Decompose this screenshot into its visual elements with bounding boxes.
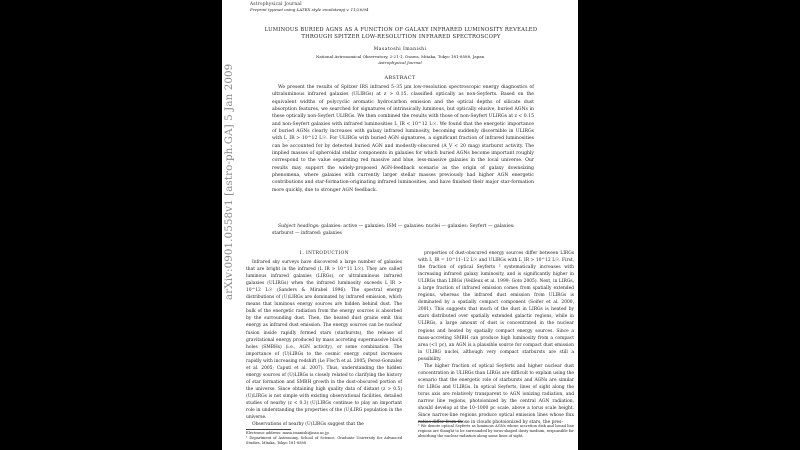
- subject-headings-label: Subject headings:: [278, 224, 320, 229]
- abstract-heading: ABSTRACT: [384, 75, 416, 81]
- preprint-note: Preprint typeset using LATEX style emulateapj v. 11/26/04: [250, 7, 369, 12]
- subject-headings-text: galaxies: active — galaxies: ISM — galaxies: nuclei — galaxies: Seyfert — galaxies: starburst — infrared: galaxies: [272, 224, 515, 237]
- paragraph: The higher fraction of optical Seyferts and higher nuclear dust concentration in ULIRGs than LIRGs are difficult to explain using the scenario that the energetic role of starbursts and AGNs are similar for LIRGs and ULIRGs. In optical Seyferts, lines of sight along the torus axis are relatively transparent to AGN ionizing radiation, and narrow line regions, photoionized by the central AGN radiation, should develop at the 10–1000 pc scale, above a torus scale height. Since narrow-line regions produce optical emission lines whose flux ratios differ from those in clouds photoionized by stars, the pres-: [418, 363, 574, 426]
- author-name: Masatoshi Imanishi: [373, 47, 427, 52]
- author-affiliation: National Astronomical Observatory, 2-21-1, Osawa, Mitaka, Tokyo 181-8588, Japan: [315, 54, 485, 59]
- abstract-text: We present the results of Spitzer IRS infrared 5–35 μm low-resolution spectroscopic energy diagnostics of ultraluminous infrared galaxies (ULIRGs) at z > 0.15, classified optically as non-Seyferts. Based on the equivalent widths of polycyclic aromatic hydrocarbon emission and the optical depths of silicate dust absorption features, we searched for signatures of intrinsically luminous, but optically elusive, buried AGNs in these optically non-Seyfert ULIRGs. We then combined the results with those of non-Seyfert ULIRGs at z < 0.15 and non-Seyfert galaxies with infrared luminosities L_IR < 10^12 L☉. We found that the energetic importance of buried AGNs clearly increases with galaxy infrared luminosity, becoming suddenly discernible in ULIRGs with L_IR > 10^12 L☉. For ULIRGs with buried AGN signatures, a significant fraction of infrared luminosities can be accounted for by detected buried AGN and modestly-obscured (A_V < 20 mag) starburst activity. The implied masses of spheroidal stellar components in galaxies for which buried AGNs become important roughly correspond to the value separating red massive and blue, less-massive galaxies in the local universe. Our results may support the widely-proposed AGN-feedback scenario as the origin of galaxy downsizing phenomena, where galaxies with currently larger stellar masses previously had higher AGN energetic contributions and star-formation-originating infrared luminosities, and have finished their major star-formation more quickly, due to stronger AGN feedback.: [272, 85, 534, 193]
- paragraph: Infrared sky surveys have discovered a large number of galaxies that are bright in the infrared (L_IR > 10^11 L☉). They are called luminous infrared galaxies (LIRGs), or ultraluminous infrared galaxies (ULIRGs) when the infrared luminosity exceeds L_IR > 10^12 L☉ (Sanders & Mirabel 1996). The spectral energy distributions of (U)LIRGs are dominated by infrared emission, which means that luminous energy sources are hidden behind dust. The bulk of the energetic radiation from the energy sources is absorbed by the surrounding dust. Then, the heated dust grains emit this energy as infrared dust emission. The energy sources can be nuclear fusion inside rapidly formed stars (starbursts), the release of gravitational energy produced by mass accreting supermassive black holes (SMBHs) (i.e., AGN activity), or some combination. The importance of (U)LIRGs to the cosmic energy output increases rapidly with increasing redshift (Le Floc'h et al. 2005; Perez-Gonzalez et al. 2005; Caputi et al. 2007). Thus, understanding the hidden energy sources of (U)LIRGs is closely related to clarifying the history of star formation and SMBH growth in the dust-obscured portion of the universe. Since obtaining high quality data of distant (z > 0.5) (U)LIRGs is not simple with existing observational facilities, detailed studies of nearby (z < 0.3) (U)LIRGs continue to play an important role in understanding the properties of the (U)LIRG population in the universe.: [246, 260, 402, 421]
- journal-note: Astrophysical Journal: [378, 60, 422, 65]
- footnote-divider: [418, 421, 463, 422]
- arxiv-stamp: arXiv:0901.0558v1 [astro-ph.GA] 5 Jan 2009: [223, 63, 235, 300]
- affiliation-footnote: ¹ Department of Astronomy, School of Science, Graduate University for Advanced Studies, Mitaka, Tokyo 181-8588: [246, 436, 402, 446]
- running-header: Astrophysical Journal: [250, 1, 302, 6]
- subject-headings: [272, 223, 534, 238]
- footnote-divider: [246, 429, 291, 430]
- footnote-left: [246, 431, 402, 447]
- paper-page: [222, 0, 578, 450]
- right-column: [418, 250, 574, 426]
- email-footnote: Electronic address: masa.imanishi@nao.ac.jp: [246, 431, 329, 435]
- footnote-right: ² We denote optical Seyferts as luminous AGNs whose accretion disk and broad line regions are thought to be surrounded by torus-shaped dusty medium, responsible for absorbing the nuclear radiation along some lines of sight.: [418, 424, 574, 439]
- paragraph: properties of dust-obscured energy sources differ between LIRGs with L_IR = 10^11–12 L☉ and ULIRGs with L_IR > 10^12 L☉. First, the fraction of optical Seyferts ² systematically increases with increasing infrared galaxy luminosity, and is significantly higher in ULIRGs than LIRGs (Veilleux et al. 1999; Goto 2005). Next, in LIRGs, a large fraction of infrared emission comes from spatially extended regions, whereas the infrared dust emission from ULIRGs is dominated by a spatially compact component (Soifer et al. 2000, 2001). This suggests that much of the dust in LIRGs is heated by stars distributed over spatially extended galactic regions, while in ULIRGs, a large amount of dust is concentrated in the nuclear regions and heated by spatially compact energy sources. Since a mass-accreting SMBH can produce high luminosity from a compact area (<1 pc), an AGN is a plausible source for compact dust emission in ULIRG nuclei, although very compact starbursts are still a possibility.: [418, 251, 574, 362]
- paper-title: LUMINOUS BURIED AGNS AS A FUNCTION OF GALAXY INFRARED LUMINOSITY REVEALED THROUGH SPITZER LOW-RESOLUTION INFRARED SPECTROSCOPY: [264, 27, 538, 40]
- paragraph: Observations of nearby (U)LIRGs suggest that the: [252, 422, 364, 428]
- section-heading: 1. INTRODUCTION: [299, 251, 349, 256]
- left-column: [246, 250, 402, 428]
